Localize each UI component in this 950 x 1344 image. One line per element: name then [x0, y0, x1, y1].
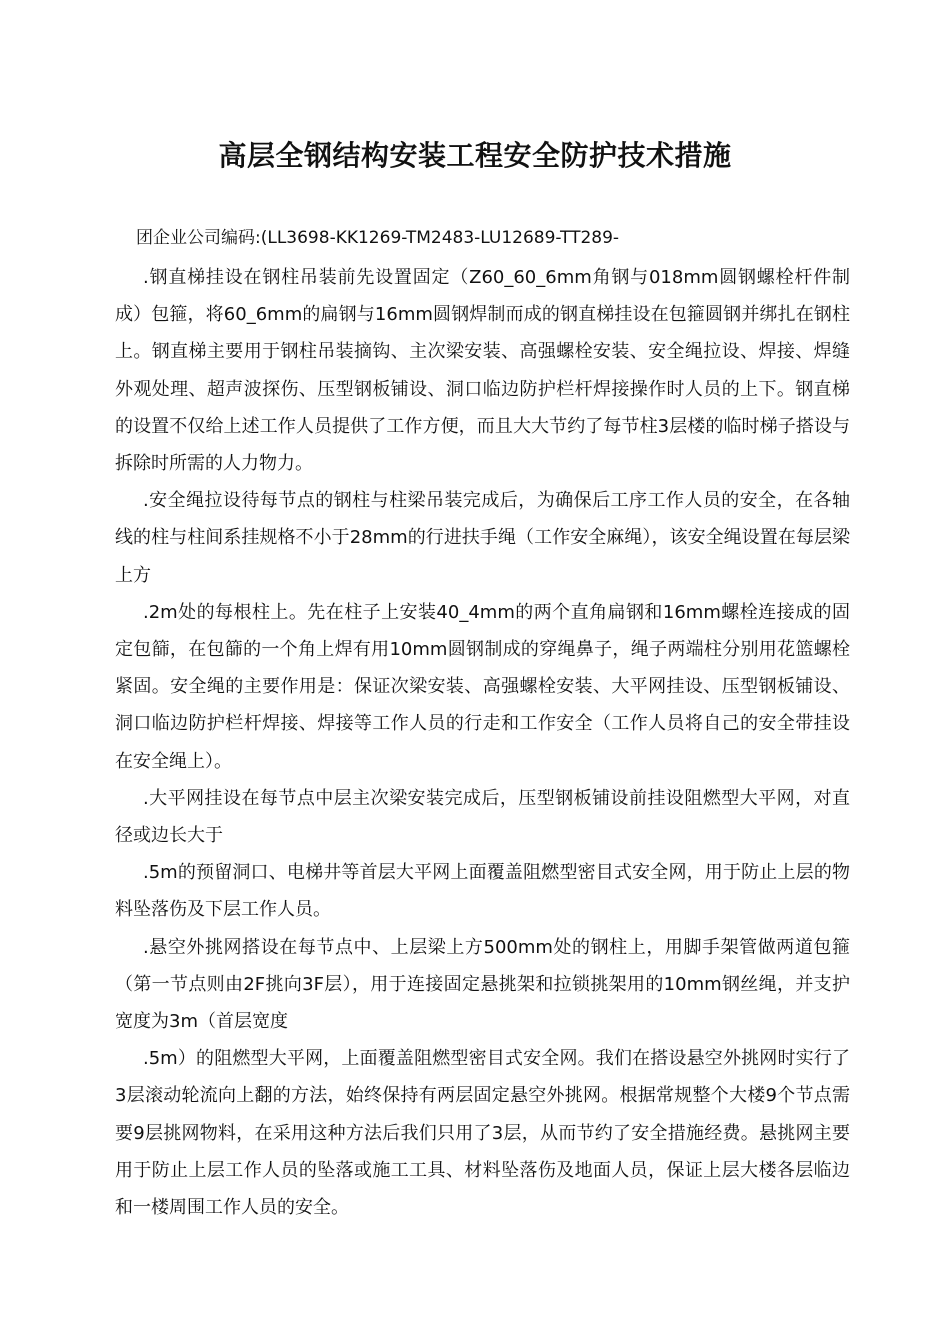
paragraph-safety-rope: .安全绳拉设待每节点的钢柱与柱梁吊装完成后，为确保后工序工作人员的安全，在各轴线的柱与柱间系挂规格不小于28mm的行进扶手绳（工作安全麻绳），该安全绳设置在每层梁上方 — [115, 490, 850, 586]
paragraph-large-net-continued: .5m的预留洞口、电梯井等首层大平网上面覆盖阻燃型密目式安全网，用于防止上层的物料坠落伤及下层工作人员。 — [115, 862, 850, 921]
paragraph-steel-ladder: .钢直梯挂设在钢柱吊装前先设置固定（Z60_60_6mm角钢与018mm圆钢螺栓杆件制成）包箍，将60_6mm的扁钢与16mm圆钢焊制而成的钢直梯挂设在包箍圆钢并绑扎在钢柱上。钢直梯主要用于钢柱吊装摘钩、主次梁安装、高强螺栓安装、安全绳拉设、焊接、焊缝外观处理、超声波探伤、压型钢板铺设、洞口临边防护栏杆焊接操作时人员的上下。钢直梯的设置不仅给上述工作人员提供了工作方便，而且大大节约了每节柱3层楼的临时梯子搭设与拆除时所需的人力物力。 — [115, 267, 850, 475]
company-code-line: 团企业公司编码:(LL3698-KK1269-TM2483-LU12689-TT289- — [136, 228, 620, 248]
paragraph-large-net: .大平网挂设在每节点中层主次梁安装完成后，压型钢板铺设前挂设阻燃型大平网，对直径或边长大于 — [115, 787, 850, 847]
paragraph-cantilever-net-continued: .5m）的阻燃型大平网，上面覆盖阻燃型密目式安全网。我们在搭设悬空外挑网时实行了3层滚动轮流向上翻的方法，始终保持有两层固定悬空外挑网。根据常规整个大楼9个节点需要9层挑网物料，在采用这种方法后我们只用了3层，从而节约了安全措施经费。悬挑网主要用于防止上层工作人员的坠落或施工工具、材料坠落伤及地面人员，保证上层大楼各层临边和一楼周围工作人员的安全。 — [115, 1048, 850, 1219]
document-title: 高层全钢结构安装工程安全防护技术措施 — [218, 139, 732, 172]
document-body — [115, 259, 850, 1226]
paragraph-safety-rope-continued: .2m处的每根柱上。先在柱子上安装40_4mm的两个直角扁钢和16mm螺栓连接成的固定包篩，在包篩的一个角上焊有用10mm圆钢制成的穿绳鼻子，绳子两端柱分别用花篮螺栓紧固。安全绳的主要作用是：保证次梁安装、高强螺栓安装、大平网挂设、压型钢板铺设、洞口临边防护栏杆焊接、焊接等工作人员的行走和工作安全（工作人员将自己的安全带挂设在安全绳上）。 — [115, 601, 850, 772]
paragraph-cantilever-net: .悬空外挑网搭设在每节点中、上层梁上方500mm处的钢柱上，用脚手架管做两道包箍（第一节点则由2F挑向3F层），用于连接固定悬挑架和拉锁挑架用的10mm钢丝绳，并支护宽度为3m（首层宽度 — [115, 936, 850, 1033]
